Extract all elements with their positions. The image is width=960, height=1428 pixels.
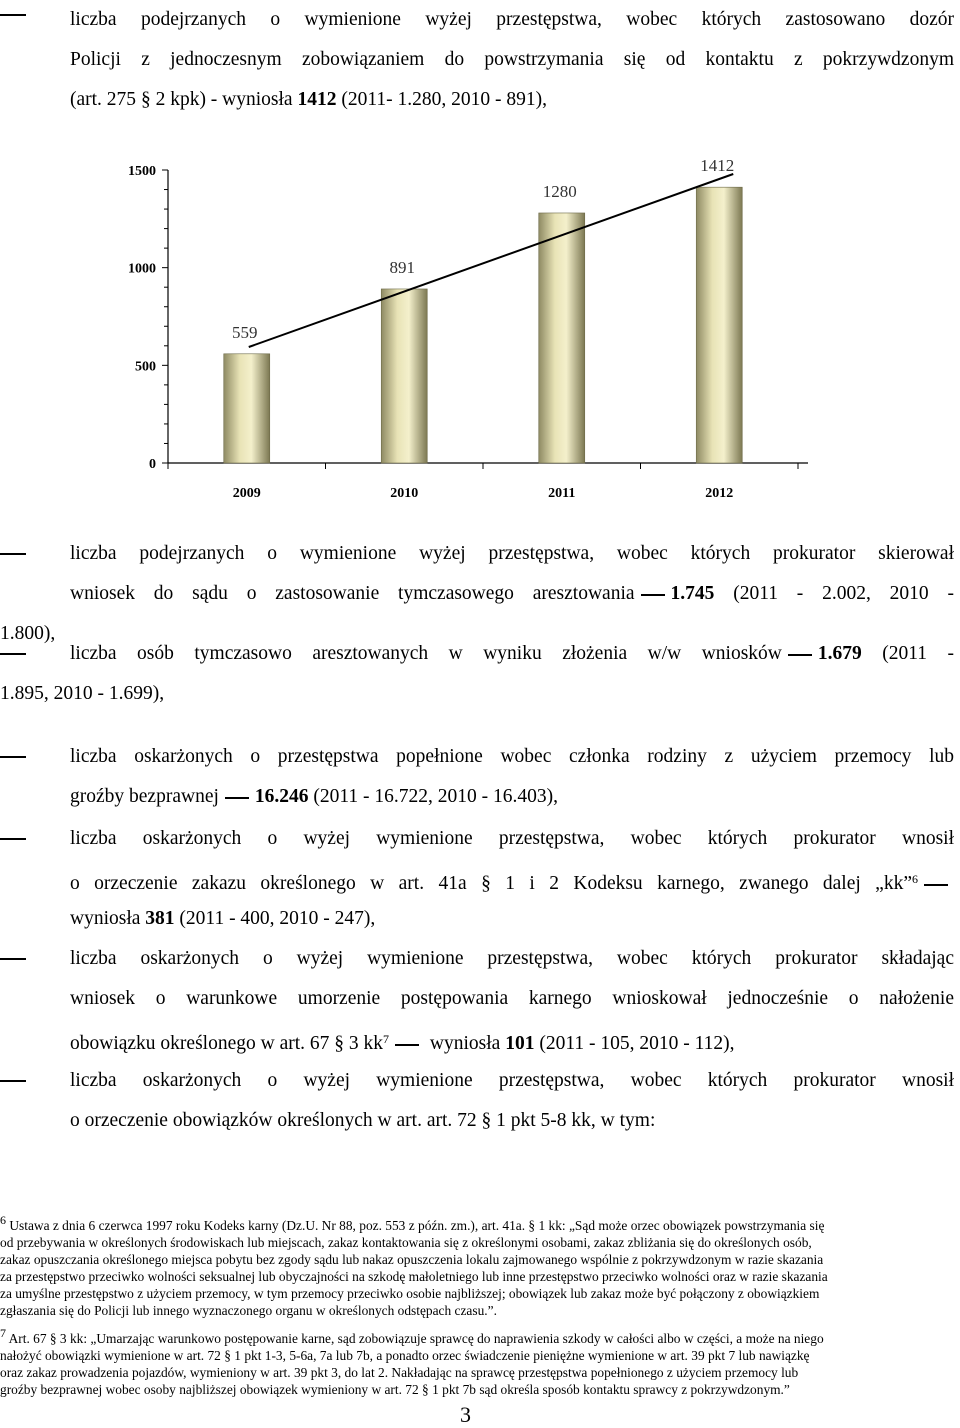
footnote-7-line-3: oraz zakaz prowadzenia pojazdów, wymieniony w art. 39 pkt 3, do lat 2. Nakładając na sprawcę przestępstwa popełnionego z użyciem przemocy lub xyxy=(0,1365,799,1380)
inline-dash xyxy=(788,654,812,656)
footnote-6-line-4: za przestępstwo przeciwko wolności seksualnej lub obyczajności na szkodę małoletniego lub inne przestępstwo przeciwko wolności oraz w razie skazania xyxy=(0,1269,828,1284)
footnote-6-line-6: zgłaszania się do Policji lub innego wyznaczonego organu w określonych odstępach czasu.”. xyxy=(0,1303,497,1318)
list-dash xyxy=(0,756,26,758)
y-tick-label-0: 0 xyxy=(149,457,156,472)
item-4-l2b: 1 i 2 Kodeksu karnego, zwanego dalej „kk” xyxy=(490,873,912,894)
footnote-6 xyxy=(0,1212,958,1319)
intro-text xyxy=(70,0,954,80)
footnote-7-line-1 xyxy=(0,1325,958,1347)
item-1-bold: 1.745 xyxy=(670,583,715,604)
item-6-line-2 xyxy=(70,1101,655,1141)
item-5-l3c: wyniosła xyxy=(425,1033,506,1054)
y-tick-label-1500: 1500 xyxy=(128,164,156,179)
item-5-l3a: obowiązku określonego w art. 67 xyxy=(70,1033,335,1054)
item-1-l2a: wniosek do sądu o zastosowanie tymczasowego aresztowania xyxy=(70,583,635,604)
list-dash xyxy=(0,553,26,555)
item-1-text xyxy=(70,534,954,614)
item-1-line-3: 1.800), xyxy=(0,623,56,644)
bar-2009 xyxy=(224,354,270,463)
footnote-6-text-1: Ustawa z dnia 6 czerwca 1997 roku Kodeks karny (Dz.U. Nr 88, poz. 553 z późn. zm.), art. 41a. § 1 kk: „Sąd może orzec obowiązek powstrzymania się xyxy=(6,1218,825,1233)
bar-chart xyxy=(0,150,960,510)
item-3-line-2 xyxy=(70,777,558,817)
item-5-l3d: (2011 - 105, 2010 - 112), xyxy=(534,1033,735,1054)
item-5-line-1: liczba oskarżonych o wyżej wymienione przestępstwa, wobec których prokurator składając xyxy=(70,948,954,969)
footnote-7-mark: 7 xyxy=(0,1326,6,1340)
item-2-l1b: (2011 - xyxy=(861,643,954,664)
x-tick-label-2010: 2010 xyxy=(390,486,419,501)
footnote-7-text-1: Art. 67 § 3 kk: „Umarzając warunkowo postępowanie karne, sąd zobowiązuje sprawcę do naprawienia szkody w całości albo w części, a może na niego xyxy=(6,1331,824,1346)
item-4-line-3 xyxy=(70,899,375,939)
list-item-5 xyxy=(0,939,958,1059)
intro-line-1: liczba podejrzanych o wymienione wyżej przestępstwa, wobec których zastosowano dozór xyxy=(70,9,954,30)
item-4-l3b: (2011 - 400, 2010 - 247), xyxy=(174,908,376,929)
section-sign: § xyxy=(140,89,151,110)
section-sign: § xyxy=(481,1110,492,1131)
inline-dash xyxy=(641,594,665,596)
bar-2010 xyxy=(381,289,427,463)
item-4-bold: 381 xyxy=(145,908,175,929)
x-tick-label-2012: 2012 xyxy=(705,486,734,501)
data-label-2010: 891 xyxy=(389,257,415,277)
item-3-line-1: liczba oskarżonych o przestępstwa popełnione wobec członka rodziny z użyciem przemocy lub xyxy=(70,746,954,767)
footnote-7-line-4: groźby bezprawnej wobec osoby najbliższej obowiązek wymieniony w art. 72 § 1 pkt 7b sąd określa sposób kontaktu sprawcy z pokrzywdzonym.” xyxy=(0,1382,790,1397)
inline-dash xyxy=(924,884,948,886)
item-5-text xyxy=(70,939,954,1019)
item-4-line-1: liczba oskarżonych o wyżej wymienione przestępstwa, wobec których prokurator wnosił xyxy=(70,828,954,849)
chart-data-labels xyxy=(232,156,734,342)
data-label-2011: 1280 xyxy=(542,181,577,201)
chart-bars xyxy=(224,187,743,463)
footnote-7 xyxy=(0,1325,958,1398)
chart-trendline xyxy=(249,174,734,347)
item-3-text xyxy=(70,737,954,777)
section-sign: § xyxy=(481,873,491,894)
item-5-line-2: wniosek o warunkowe umorzenie postępowania karnego wnioskował jednocześnie o nałożenie xyxy=(70,988,954,1009)
list-item-6 xyxy=(0,1061,958,1141)
item-4-l3a: wyniosła xyxy=(70,908,146,929)
footnote-ref-7[interactable]: 7 xyxy=(383,1032,390,1046)
page-number: 3 xyxy=(460,1402,471,1427)
item-2-bold: 1.679 xyxy=(817,643,862,664)
section-sign: § xyxy=(334,1033,345,1054)
intro-line-2: Policji z jednoczesnym zobowiązaniem do powstrzymania się od kontaktu z pokrzywdzonym xyxy=(70,49,954,70)
chart-y-tick-labels xyxy=(128,164,156,472)
item-1-line-1: liczba podejrzanych o wymienione wyżej przestępstwa, wobec których prokurator skierował xyxy=(70,543,954,564)
intro-l3-bold: 1412 xyxy=(297,89,337,110)
item-2-l1a: liczba osób tymczasowo aresztowanych w wyniku złożenia w/w wniosków xyxy=(70,643,782,664)
list-dash xyxy=(0,958,26,960)
item-3-l2b: (2011 - 16.722, 2010 - 16.403), xyxy=(308,786,559,807)
bar-2012 xyxy=(696,187,742,463)
footnote-7-line-2: nałożyć obowiązki wymienione w art. 72 § 1 pkt 1-3, 5-6a, 7a lub 7b, a ponadto orzec świadczenie pieniężne wymienione w art. 39 pkt 7 lub nawiązkę xyxy=(0,1348,810,1363)
item-1-line-2 xyxy=(70,574,954,614)
intro-l3-a: 2 kpk) - wyniosła xyxy=(150,89,298,110)
footnote-ref-6[interactable]: 6 xyxy=(912,872,918,886)
item-1-l2b: (2011 - 2.002, 2010 - xyxy=(714,583,954,604)
item-4-l2a: o orzeczenie zakazu określonego w art. 41a xyxy=(70,873,482,894)
intro-l3-pre: (art. 275 xyxy=(70,89,141,110)
list-dash xyxy=(0,653,26,655)
list-item-4 xyxy=(0,819,958,939)
data-label-2012: 1412 xyxy=(700,156,735,176)
item-4-line-2 xyxy=(70,859,954,904)
inline-dash xyxy=(225,797,249,799)
item-4-text xyxy=(70,819,954,904)
item-5-line-3 xyxy=(70,1019,734,1064)
footnote-6-mark: 6 xyxy=(0,1213,6,1227)
footnote-6-line-2: od przebywania w określonych środowiskach lub miejscach, zakaz kontaktowania się z określonymi osobami, zakaz zbliżania się do określonych osób, xyxy=(0,1235,812,1250)
item-5-bold: 101 xyxy=(505,1033,535,1054)
y-tick-label-1000: 1000 xyxy=(128,261,156,277)
intro-l3-b: (2011- 1.280, 2010 - 891), xyxy=(336,89,547,110)
item-2-text xyxy=(70,634,954,674)
inline-dash xyxy=(395,1044,419,1046)
item-6-l2b: 1 pkt 5-8 kk, w tym: xyxy=(491,1110,656,1131)
list-item-3 xyxy=(0,737,958,817)
item-6-text xyxy=(70,1061,954,1101)
x-tick-label-2009: 2009 xyxy=(232,486,261,501)
item-5-l3b: 3 kk xyxy=(344,1033,384,1054)
list-dash xyxy=(0,1080,26,1082)
item-6-l2a: o orzeczenie obowiązków określonych w art. art. 72 xyxy=(70,1110,482,1131)
footnote-6-line-5: za umyślne przestępstwo z użyciem przemocy, w tym przemocy przeciwko osobie najbliższej; obowiązek lub zakaz może być połączony z obowiązkiem xyxy=(0,1286,820,1301)
footnote-6-line-3: zakaz opuszczania określonego miejsca pobytu bez zgody sądu lub nakaz opuszczenia lokalu zajmowanego wspólnie z pokrzywdzonym w razie skazania xyxy=(0,1252,824,1267)
item-6-line-1: liczba oskarżonych o wyżej wymienione przestępstwa, wobec których prokurator wnosił xyxy=(70,1070,954,1091)
footnote-6-line-1 xyxy=(0,1212,958,1234)
bar-2011 xyxy=(539,213,585,463)
item-2-line-1 xyxy=(70,634,954,674)
list-dash xyxy=(0,838,26,840)
intro-list-item xyxy=(0,0,958,120)
list-item-2 xyxy=(0,634,958,714)
y-tick-label-500: 500 xyxy=(135,359,156,375)
item-3-l2a: groźby bezprawnej xyxy=(70,786,219,807)
data-label-2009: 559 xyxy=(232,322,258,342)
chart-x-tick-labels xyxy=(233,486,734,501)
item-3-bold: 16.246 xyxy=(254,786,309,807)
list-dash xyxy=(0,14,26,16)
x-tick-label-2011: 2011 xyxy=(548,486,576,501)
intro-line-3 xyxy=(70,80,547,120)
item-2-line-2: 1.895, 2010 - 1.699), xyxy=(0,683,165,704)
